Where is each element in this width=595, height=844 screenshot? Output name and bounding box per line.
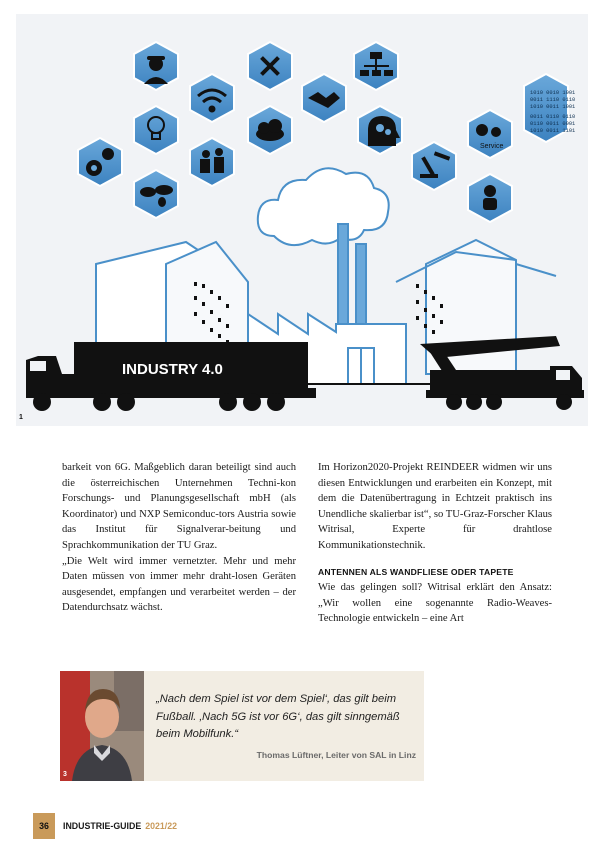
illustration-svg [16,14,588,426]
industry-4-illustration [16,14,588,426]
right-truck [420,336,584,410]
paragraph: barkeit von 6G. Maßgeblich daran beteiligt sind auch die österreichischen Unternehmen Techni-kon Forschungs- und Planungsgesellschaft mbH (als Koordinator) und NXP Semiconduc-tors Austria sowie das Institut für Signalverar-beitung und Sprachkommunikation der TU Graz. [62,462,296,551]
binary-row: 1010 0011 1001 [530,104,576,110]
portrait-photo [60,671,144,781]
figure-number-3: 3 [63,771,67,778]
hex-people [190,138,234,186]
guide-name: INDUSTRIE-GUIDE [63,821,142,831]
binary-row: 0110 0011 0001 [530,121,576,127]
figure-number-1: 1 [19,414,23,421]
quote-author: Thomas Lüftner, Leiter von SAL in Linz [256,750,416,760]
hex-robotarm [412,142,456,190]
smoke-cloud [258,168,389,245]
industry-label: INDUSTRY 4.0 [122,361,223,378]
page-number: 36 [33,813,55,839]
paragraph: Wie das gelingen soll? Witrisal erklärt den Ansatz: „Wir wollen eine sogenannte Radio-Weaves-Technologie entwickeln – eine Art [318,582,552,625]
article-column-left [62,460,296,616]
hex-service [468,110,512,158]
quote-text: „Nach dem Spiel ist vor dem Spiel‘, das gilt beim Fußball. ‚Nach 5G ist vor 6G‘, das gilt sinngemäß beim Mobilfunk.“ [156,693,400,740]
guide-year: 2021/22 [145,821,178,831]
paragraph: „Die Welt wird immer vernetzter. Mehr und mehr Daten müssen von immer mehr draht-losen Geräten ausgesendet, empfangen und verarbeitet werden – der Datendurchsatz wächst. [62,555,296,614]
section-heading: ANTENNEN ALS WANDFLIESE ODER TAPETE [318,566,514,577]
page-footer [33,813,177,839]
binary-row: 0011 0110 0110 [530,114,576,120]
hex-gears [78,138,122,186]
binary-row: 1010 0011 1101 [530,128,576,134]
paragraph: Im Horizon2020-Projekt REINDEER widmen wir uns diesen Entwicklungen und erarbeiten ein Konzept, mit dem die Datenübertragung in Echtzeit praktisch ins Unendliche skalierbar ist“, so TU-Graz-Forscher Klaus Witrisal, Experte für drahtlose Kommunikationstechnik. [318,462,552,551]
binary-row: 1010 0010 1001 [530,90,576,96]
hex-map [134,170,178,218]
article-column-right [318,460,552,627]
binary-row: 0011 1110 0110 [530,97,576,103]
quote-box [60,671,424,781]
hex-bulb [134,106,178,154]
service-label: Service [480,143,504,150]
